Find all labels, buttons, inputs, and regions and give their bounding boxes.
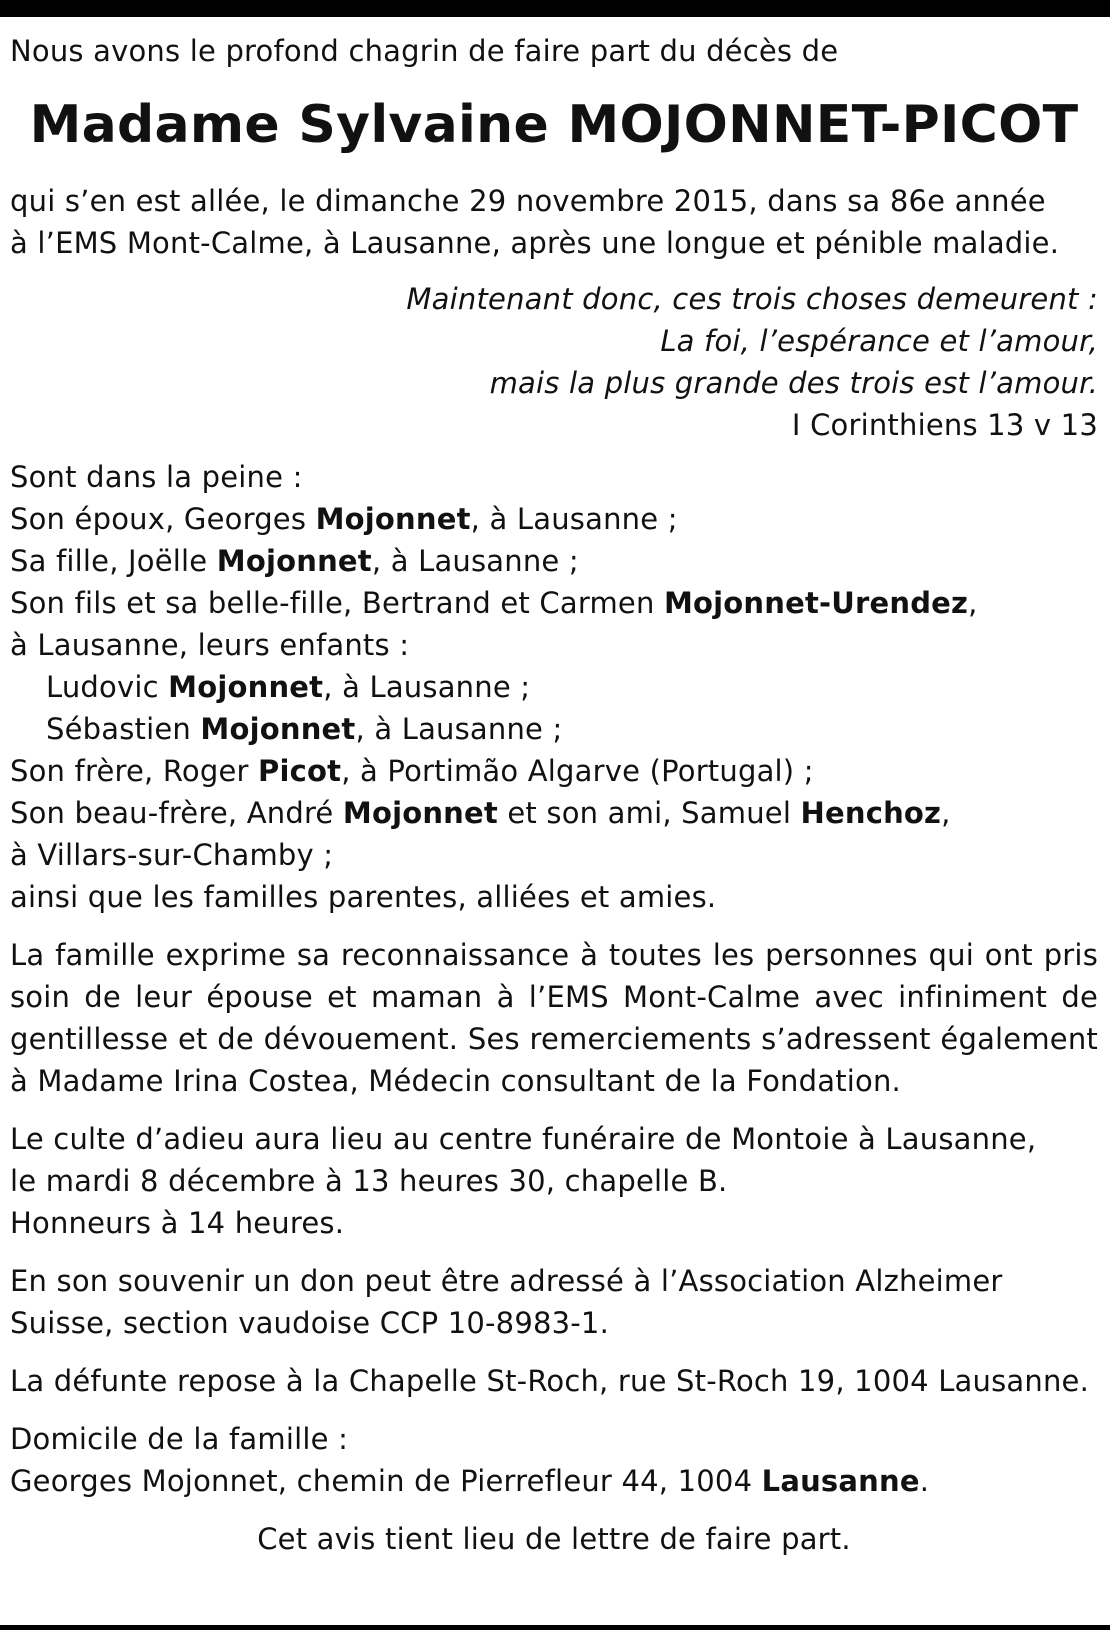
mourner-location: , bbox=[941, 796, 951, 830]
mourner-location: , à Lausanne ; bbox=[470, 502, 678, 536]
mourner-line bbox=[10, 708, 1098, 750]
quote-line-2: La foi, l’espérance et l’amour, bbox=[660, 324, 1098, 358]
top-border-rule bbox=[0, 0, 1110, 17]
passing-line-1: qui s’en est allée, le dimanche 29 novembre 2015, dans sa 86e année bbox=[10, 184, 1046, 218]
mourner-surname: Picot bbox=[258, 754, 342, 788]
mourner-location: , à Portimão Algarve (Portugal) ; bbox=[341, 754, 814, 788]
service-line-2: le mardi 8 décembre à 13 heures 30, chapelle B. bbox=[10, 1164, 728, 1198]
mourner-surname: Mojonnet bbox=[168, 670, 324, 704]
mourner-text: à Villars-sur-Chamby ; bbox=[10, 838, 334, 872]
mourner-location: , à Lausanne ; bbox=[355, 712, 563, 746]
bottom-border-rule bbox=[0, 1625, 1110, 1630]
mourner-location: , bbox=[968, 586, 978, 620]
service-line-3: Honneurs à 14 heures. bbox=[10, 1206, 345, 1240]
bible-quote bbox=[10, 278, 1098, 446]
service-line-1: Le culte d’adieu aura lieu au centre funéraire de Montoie à Lausanne, bbox=[10, 1122, 1037, 1156]
quote-reference: I Corinthiens 13 v 13 bbox=[791, 408, 1098, 442]
mourner-text: Son beau-frère, André bbox=[10, 796, 343, 830]
donation-details bbox=[10, 1260, 1098, 1344]
mourner-text: et son ami, Samuel bbox=[497, 796, 801, 830]
quote-line-3: mais la plus grande des trois est l’amour. bbox=[489, 366, 1098, 400]
mourner-text: Sa fille, Joëlle bbox=[10, 544, 217, 578]
mourner-surname: Henchoz bbox=[800, 796, 942, 830]
passing-details bbox=[10, 180, 1098, 264]
mourner-surname: Mojonnet bbox=[315, 502, 471, 536]
mourner-line bbox=[10, 666, 1098, 708]
domicile-heading: Domicile de la famille : bbox=[10, 1422, 349, 1456]
mourner-surname: Mojonnet-Urendez bbox=[663, 586, 969, 620]
domicile-punctuation: . bbox=[919, 1464, 930, 1498]
obituary-notice bbox=[10, 30, 1098, 1560]
mourner-location: , à Lausanne ; bbox=[323, 670, 531, 704]
mourner-line bbox=[10, 876, 1098, 918]
mourner-text: à Lausanne, leurs enfants : bbox=[10, 628, 410, 662]
intro-text: Nous avons le profond chagrin de faire part du décès de bbox=[10, 34, 839, 68]
mourner-location: , à Lausanne ; bbox=[371, 544, 579, 578]
mourner-surname: Mojonnet bbox=[342, 796, 498, 830]
mourner-line bbox=[10, 624, 1098, 666]
deceased-name: Madame Sylvaine MOJONNET-PICOT bbox=[29, 95, 1079, 155]
mourner-text: ainsi que les familles parentes, alliées et amies. bbox=[10, 880, 717, 914]
family-domicile bbox=[10, 1418, 1098, 1502]
domicile-address: Georges Mojonnet, chemin de Pierrefleur 44, 1004 bbox=[10, 1464, 762, 1498]
mourner-text: Son fils et sa belle-fille, Bertrand et Carmen bbox=[10, 586, 664, 620]
domicile-city: Lausanne bbox=[761, 1464, 920, 1498]
donation-line-2: Suisse, section vaudoise CCP 10-8983-1. bbox=[10, 1306, 610, 1340]
rest-location: La défunte repose à la Chapelle St-Roch, rue St-Roch 19, 1004 Lausanne. bbox=[10, 1364, 1090, 1398]
mourner-line bbox=[10, 540, 1098, 582]
mourner-line bbox=[10, 750, 1098, 792]
mourner-line bbox=[10, 834, 1098, 876]
mourner-text: Sébastien bbox=[46, 712, 201, 746]
mourner-text: Son frère, Roger bbox=[10, 754, 259, 788]
service-details bbox=[10, 1118, 1098, 1244]
quote-line-1: Maintenant donc, ces trois choses demeurent : bbox=[406, 282, 1098, 316]
mourner-line bbox=[10, 498, 1098, 540]
thanks-paragraph: La famille exprime sa reconnaissance à toutes les personnes qui ont pris soin de leur épouse et maman à l’EMS Mont-Calme avec infiniment de gentillesse et de dévouement. Ses remerciements s’adressent également à Madame Irina Costea, Médecin consultant de la Fondation. bbox=[10, 938, 1098, 1098]
mourner-text: Ludovic bbox=[46, 670, 169, 704]
mourner-surname: Mojonnet bbox=[216, 544, 372, 578]
mourner-surname: Mojonnet bbox=[200, 712, 356, 746]
closing-note: Cet avis tient lieu de lettre de faire part. bbox=[257, 1522, 851, 1556]
mourners-heading: Sont dans la peine : bbox=[10, 460, 303, 494]
donation-line-1: En son souvenir un don peut être adressé à l’Association Alzheimer bbox=[10, 1264, 1003, 1298]
mourner-text: Son époux, Georges bbox=[10, 502, 316, 536]
mourners-list bbox=[10, 456, 1098, 918]
mourner-line bbox=[10, 792, 1098, 834]
mourner-line bbox=[10, 582, 1098, 624]
passing-line-2: à l’EMS Mont-Calme, à Lausanne, après une longue et pénible maladie. bbox=[10, 226, 1060, 260]
